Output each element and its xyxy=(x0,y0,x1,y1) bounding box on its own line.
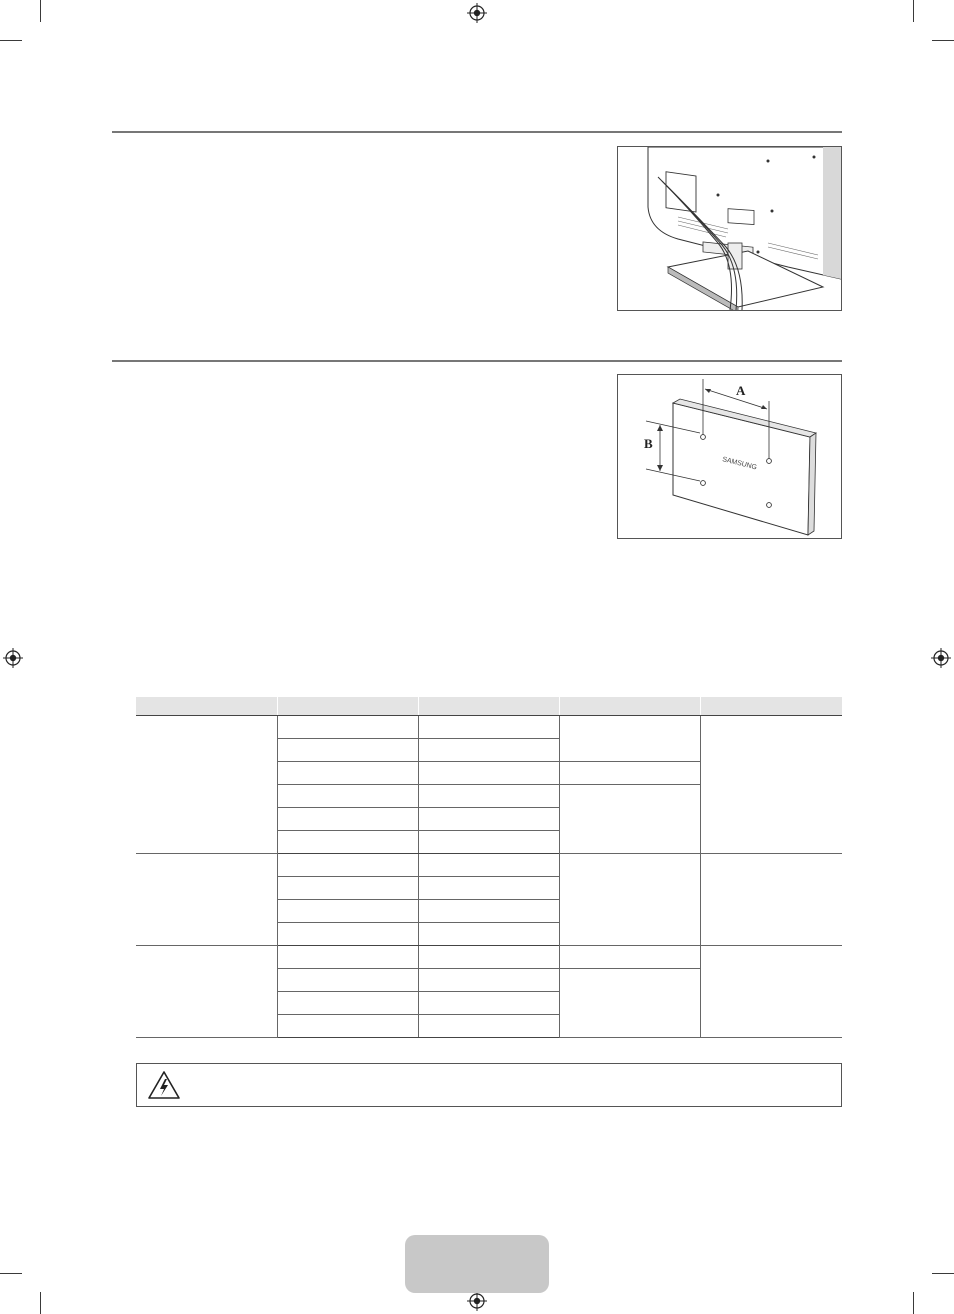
wall-mount-figure xyxy=(617,374,842,539)
table-cell xyxy=(700,946,842,1038)
table-cell xyxy=(418,992,559,1015)
table-cell xyxy=(277,854,418,877)
crop-mark xyxy=(40,1292,41,1314)
registration-mark-icon xyxy=(467,3,487,23)
table-cell xyxy=(700,716,842,854)
table-cell xyxy=(559,946,700,969)
table-header-cell xyxy=(418,697,559,716)
table-cell xyxy=(277,946,418,969)
table-cell xyxy=(418,739,559,762)
dimension-b-label: B xyxy=(644,436,653,451)
table-cell xyxy=(418,1015,559,1038)
crop-mark xyxy=(913,1292,914,1314)
table-cell xyxy=(277,831,418,854)
table-cell xyxy=(418,900,559,923)
table-cell xyxy=(136,716,277,854)
table-cell xyxy=(277,785,418,808)
table-cell xyxy=(418,785,559,808)
table-cell xyxy=(418,969,559,992)
table-cell xyxy=(418,808,559,831)
table-cell xyxy=(277,992,418,1015)
table-cell xyxy=(277,877,418,900)
table-cell xyxy=(277,762,418,785)
table-cell xyxy=(277,923,418,946)
warning-box xyxy=(136,1063,842,1107)
brand-label: SAMSUNG xyxy=(721,456,758,472)
table-cell xyxy=(418,854,559,877)
dimension-a-label: A xyxy=(736,383,746,398)
table-cell xyxy=(559,854,700,946)
registration-mark-icon xyxy=(931,648,951,668)
lightning-warning-icon xyxy=(147,1070,181,1105)
registration-mark-icon xyxy=(467,1291,487,1311)
table-cell xyxy=(418,923,559,946)
table-cell xyxy=(277,969,418,992)
crop-mark xyxy=(40,0,41,22)
page-number-tab xyxy=(405,1235,549,1293)
crop-mark xyxy=(932,40,954,41)
table-cell xyxy=(418,762,559,785)
table-cell xyxy=(700,854,842,946)
table-cell xyxy=(277,716,418,739)
section-rule xyxy=(112,131,842,133)
table-row xyxy=(136,854,842,877)
table-cell xyxy=(418,831,559,854)
table-cell xyxy=(277,739,418,762)
table-cell xyxy=(559,969,700,1038)
table-header-cell xyxy=(136,697,277,716)
table-header-cell xyxy=(277,697,418,716)
table-row xyxy=(136,716,842,739)
table-cell xyxy=(136,946,277,1038)
table-cell xyxy=(559,762,700,785)
cable-management-figure xyxy=(617,146,842,311)
table-cell xyxy=(136,854,277,946)
table-cell xyxy=(277,900,418,923)
table-cell xyxy=(559,785,700,854)
section-rule xyxy=(112,360,842,362)
registration-mark-icon xyxy=(3,648,23,668)
table-header-cell xyxy=(559,697,700,716)
table-cell xyxy=(418,716,559,739)
table-cell xyxy=(277,1015,418,1038)
table-cell xyxy=(559,716,700,762)
crop-mark xyxy=(932,1273,954,1274)
wall-mount-spec-table xyxy=(136,697,842,1038)
crop-mark xyxy=(0,1273,22,1274)
table-cell xyxy=(418,877,559,900)
table-cell xyxy=(277,808,418,831)
table-row xyxy=(136,946,842,969)
table-header-cell xyxy=(700,697,842,716)
table-cell xyxy=(418,946,559,969)
crop-mark xyxy=(913,0,914,22)
table-header-row xyxy=(136,697,842,716)
crop-mark xyxy=(0,40,22,41)
